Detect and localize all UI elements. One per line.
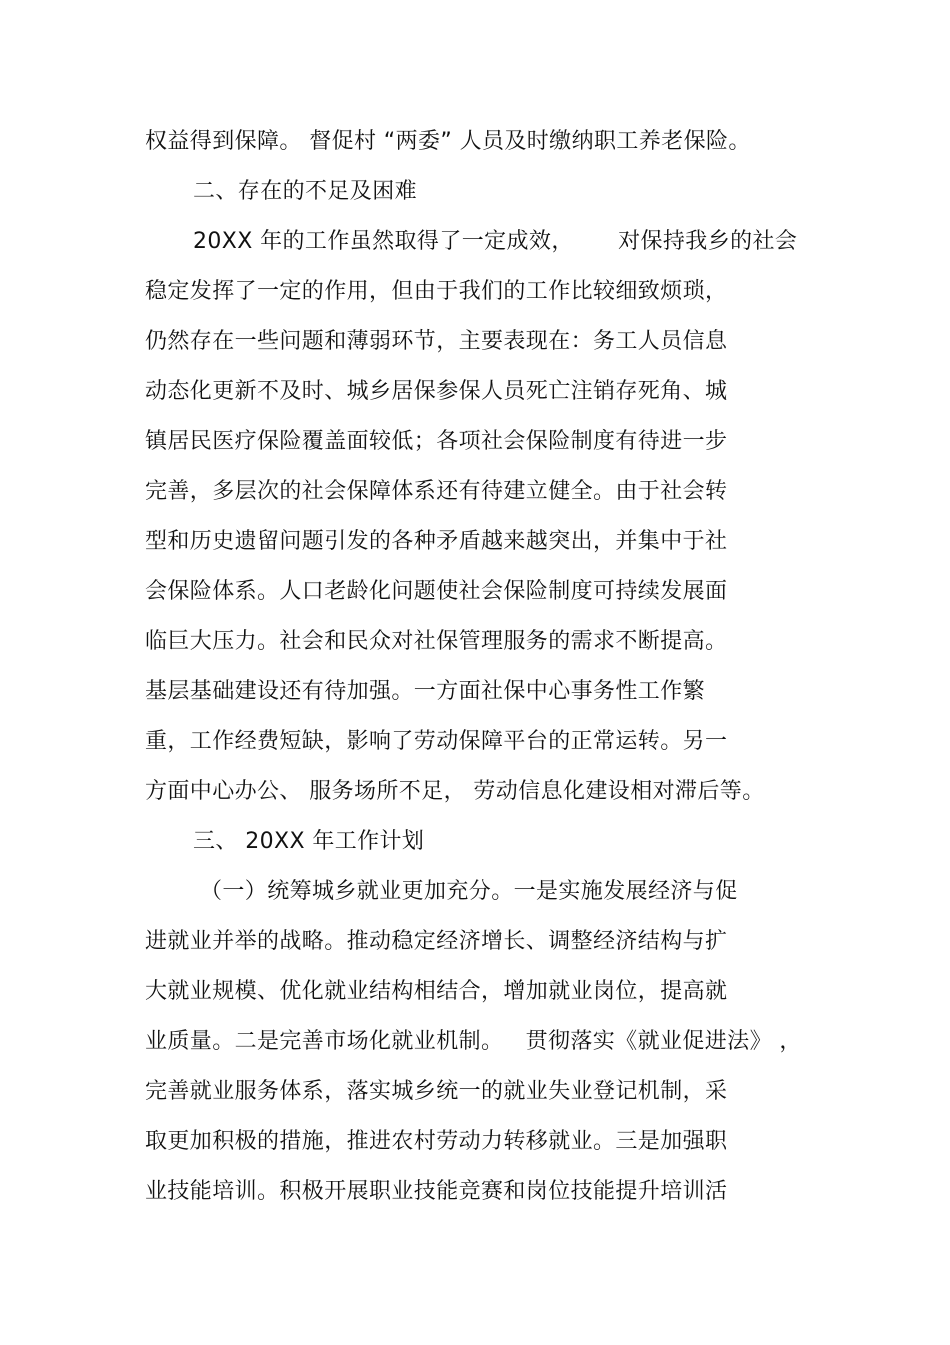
paragraph-line: 业技能培训。积极开展职业技能竞赛和岗位技能提升培训活 (145, 1179, 728, 1204)
paragraph-line: 20XX 年的工作虽然取得了一定成效， 对保持我乡的社会 (193, 229, 798, 254)
paragraph-line: 稳定发挥了一定的作用，但由于我们的工作比较细致烦琐， (145, 279, 728, 304)
paragraph-line: 进就业并举的战略。推动稳定经济增长、调整经济结构与扩 (145, 929, 728, 954)
section-heading: 三、 20XX 年工作计划 (193, 829, 425, 854)
paragraph-line: 动态化更新不及时、城乡居保参保人员死亡注销存死角、城 (145, 379, 728, 404)
section-heading: 二、存在的不足及困难 (193, 179, 418, 204)
paragraph-line: 权益得到保障。 督促村 “两委” 人员及时缴纳职工养老保险。 (145, 129, 751, 154)
paragraph-line: 完善，多层次的社会保障体系还有待建立健全。由于社会转 (145, 479, 728, 504)
paragraph-line: 完善就业服务体系，落实城乡统一的就业失业登记机制，采 (145, 1079, 728, 1104)
paragraph-line: 基层基础建设还有待加强。一方面社保中心事务性工作繁 (145, 679, 706, 704)
paragraph-line: 业质量。二是完善市场化就业机制。 贯彻落实《就业促进法》 ， (145, 1029, 802, 1054)
paragraph-line: （一）统筹城乡就业更加充分。一是实施发展经济与促 (200, 879, 738, 904)
paragraph-line: 临巨大压力。社会和民众对社保管理服务的需求不断提高。 (145, 629, 728, 654)
paragraph-line: 方面中心办公、 服务场所不足， 劳动信息化建设相对滞后等。 (145, 779, 765, 804)
paragraph-line: 仍然存在一些问题和薄弱环节，主要表现在：务工人员信息 (145, 329, 728, 354)
paragraph-line: 大就业规模、优化就业结构相结合，增加就业岗位，提高就 (145, 979, 728, 1004)
paragraph-line: 重，工作经费短缺，影响了劳动保障平台的正常运转。另一 (145, 729, 728, 754)
paragraph-line: 会保险体系。人口老龄化问题使社会保险制度可持续发展面 (145, 579, 728, 604)
paragraph-line: 镇居民医疗保险覆盖面较低；各项社会保险制度有待进一步 (145, 429, 728, 454)
paragraph-line: 取更加积极的措施，推进农村劳动力转移就业。三是加强职 (145, 1129, 728, 1154)
paragraph-line: 型和历史遗留问题引发的各种矛盾越来越突出，并集中于社 (145, 529, 728, 554)
